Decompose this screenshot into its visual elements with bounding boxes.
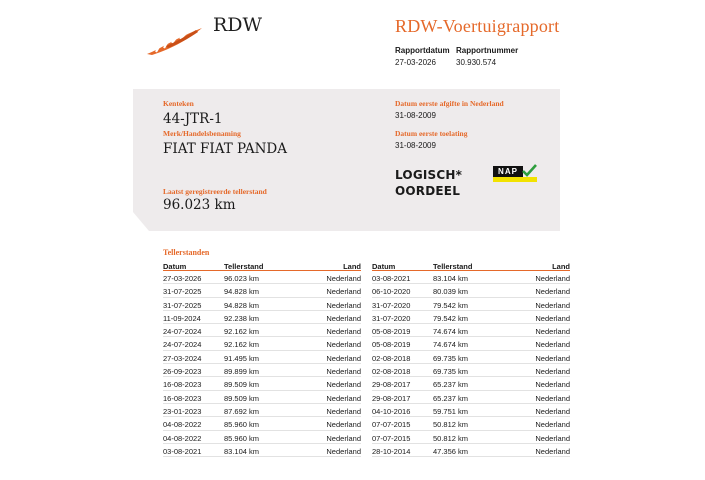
table-header (163, 260, 361, 271)
table-row (372, 377, 570, 390)
cell-odometer: 89.509 km (224, 380, 260, 390)
cell-date: 24-07-2024 (163, 340, 202, 350)
table-row (163, 351, 361, 364)
cell-date: 02-08-2018 (372, 367, 411, 377)
cell-country: Nederland (535, 274, 570, 283)
cell-country: Nederland (326, 406, 361, 416)
odometer-label: Laatst geregistreerde tellerstand (163, 187, 267, 196)
table-row (163, 377, 361, 390)
cell-date: 05-08-2019 (372, 327, 411, 337)
cell-country: Nederland (326, 274, 361, 283)
cell-date: 24-07-2024 (163, 327, 202, 337)
cell-odometer: 69.735 km (433, 353, 469, 363)
cell-country: Nederland (535, 446, 570, 456)
cell-odometer: 69.735 km (433, 367, 469, 377)
cell-odometer: 91.495 km (224, 353, 260, 363)
table-row (163, 444, 361, 457)
table-header (372, 260, 570, 271)
cell-odometer: 74.674 km (433, 340, 469, 350)
cell-country: Nederland (326, 367, 361, 377)
cell-date: 29-08-2017 (372, 380, 411, 390)
panel-notch (133, 212, 149, 231)
cell-odometer: 92.238 km (224, 313, 260, 323)
cell-odometer: 96.023 km (224, 274, 260, 283)
cell-date: 16-08-2023 (163, 393, 202, 403)
table-row (163, 364, 361, 377)
cell-odometer: 83.104 km (433, 274, 469, 283)
plate-label: Kenteken (163, 99, 194, 108)
cell-country: Nederland (326, 327, 361, 337)
table-row (163, 404, 361, 417)
cell-country: Nederland (326, 313, 361, 323)
nap-badge (493, 166, 537, 184)
cell-country: Nederland (535, 367, 570, 377)
cell-date: 04-10-2016 (372, 406, 411, 416)
cell-country: Nederland (535, 353, 570, 363)
report-number: 30.930.574 (456, 58, 497, 67)
cell-country: Nederland (535, 420, 570, 430)
report-number-label: Rapportnummer (456, 46, 519, 55)
cell-odometer: 59.751 km (433, 406, 469, 416)
cell-country: Nederland (535, 340, 570, 350)
table-row (163, 271, 361, 284)
cell-odometer: 89.899 km (224, 367, 260, 377)
header-date: Datum (163, 261, 187, 271)
cell-country: Nederland (326, 287, 361, 297)
cell-date: 29-08-2017 (372, 393, 411, 403)
cell-date: 31-07-2020 (372, 300, 411, 310)
cell-odometer: 85.960 km (224, 433, 260, 443)
cell-date: 11-09-2024 (163, 313, 201, 323)
cell-odometer: 89.509 km (224, 393, 260, 403)
cell-odometer: 92.162 km (224, 340, 260, 350)
report-date: 27-03-2026 (395, 58, 436, 67)
cell-date: 04-08-2022 (163, 420, 202, 430)
cell-odometer: 79.542 km (433, 313, 469, 323)
table-row (163, 284, 361, 297)
cell-date: 03-08-2021 (163, 446, 202, 456)
table-row (372, 324, 570, 337)
cell-country: Nederland (535, 433, 570, 443)
cell-country: Nederland (535, 327, 570, 337)
table-row (372, 311, 570, 324)
cell-odometer: 85.960 km (224, 420, 260, 430)
cell-date: 27-03-2024 (163, 353, 202, 363)
table-row (163, 431, 361, 444)
cell-odometer: 80.039 km (433, 287, 469, 297)
table-row (163, 324, 361, 337)
cell-country: Nederland (326, 380, 361, 390)
table-row (372, 391, 570, 404)
table-row (372, 337, 570, 350)
header-country: Land (343, 261, 361, 271)
rdw-logo-icon (146, 26, 204, 56)
cell-odometer: 65.237 km (433, 380, 469, 390)
cell-date: 27-03-2026 (163, 274, 202, 283)
first-nl-label: Datum eerste afgifte in Nederland (395, 99, 504, 108)
header-country: Land (552, 261, 570, 271)
cell-odometer: 65.237 km (433, 393, 469, 403)
nap-verdict-line2: OORDEEL (395, 184, 461, 198)
cell-country: Nederland (326, 446, 361, 456)
cell-date: 31-07-2020 (372, 313, 411, 323)
nap-verdict-line1: LOGISCH* (395, 168, 463, 182)
cell-country: Nederland (326, 433, 361, 443)
odometer-value: 96.023 km (163, 197, 236, 213)
cell-country: Nederland (326, 353, 361, 363)
cell-date: 23-01-2023 (163, 406, 202, 416)
header-odometer: Tellerstand (433, 261, 473, 271)
table-row (163, 417, 361, 430)
cell-country: Nederland (535, 300, 570, 310)
cell-date: 04-08-2022 (163, 433, 202, 443)
table-row (372, 444, 570, 457)
cell-odometer: 50.812 km (433, 433, 469, 443)
cell-country: Nederland (326, 300, 361, 310)
plate-value: 44-JTR-1 (163, 111, 223, 127)
first-admission-value: 31-08-2009 (395, 141, 436, 150)
cell-date: 02-08-2018 (372, 353, 411, 363)
cell-country: Nederland (535, 287, 570, 297)
table-row (372, 417, 570, 430)
cell-odometer: 87.692 km (224, 406, 260, 416)
first-admission-label: Datum eerste toelating (395, 129, 468, 138)
cell-odometer: 47.356 km (433, 446, 469, 456)
table-row (163, 337, 361, 350)
table-row (163, 298, 361, 311)
brand-name: RDW (213, 14, 263, 36)
readings-table-right (372, 260, 570, 457)
cell-country: Nederland (326, 340, 361, 350)
report-date-label: Rapportdatum (395, 46, 450, 55)
cell-date: 16-08-2023 (163, 380, 202, 390)
make-value: FIAT FIAT PANDA (163, 141, 287, 157)
table-row (372, 284, 570, 297)
cell-date: 28-10-2014 (372, 446, 411, 456)
cell-date: 31-07-2025 (163, 287, 202, 297)
cell-odometer: 94.828 km (224, 300, 260, 310)
cell-date: 07-07-2015 (372, 433, 411, 443)
table-row (372, 271, 570, 284)
cell-country: Nederland (535, 380, 570, 390)
cell-country: Nederland (535, 313, 570, 323)
cell-date: 03-08-2021 (372, 274, 411, 283)
cell-date: 07-07-2015 (372, 420, 411, 430)
readings-title: Tellerstanden (163, 248, 210, 257)
cell-date: 26-09-2023 (163, 367, 202, 377)
header-odometer: Tellerstand (224, 261, 264, 271)
first-nl-value: 31-08-2009 (395, 111, 436, 120)
check-icon (522, 164, 537, 178)
cell-odometer: 74.674 km (433, 327, 469, 337)
table-row (372, 404, 570, 417)
table-row (372, 431, 570, 444)
cell-odometer: 50.812 km (433, 420, 469, 430)
cell-odometer: 79.542 km (433, 300, 469, 310)
header-date: Datum (372, 261, 396, 271)
cell-date: 05-08-2019 (372, 340, 411, 350)
readings-table-left (163, 260, 361, 457)
cell-country: Nederland (535, 393, 570, 403)
report-title: RDW-Voertuigrapport (395, 16, 560, 36)
table-row (372, 364, 570, 377)
cell-odometer: 94.828 km (224, 287, 260, 297)
table-row (163, 311, 361, 324)
cell-country: Nederland (535, 406, 570, 416)
cell-country: Nederland (326, 393, 361, 403)
cell-country: Nederland (326, 420, 361, 430)
table-row (372, 298, 570, 311)
cell-date: 31-07-2025 (163, 300, 202, 310)
nap-badge-label: NAP (493, 166, 523, 177)
cell-odometer: 92.162 km (224, 327, 260, 337)
table-row (163, 391, 361, 404)
table-row (372, 351, 570, 364)
make-label: Merk/Handelsbenaming (163, 129, 241, 138)
cell-odometer: 83.104 km (224, 446, 260, 456)
cell-date: 06-10-2020 (372, 287, 411, 297)
